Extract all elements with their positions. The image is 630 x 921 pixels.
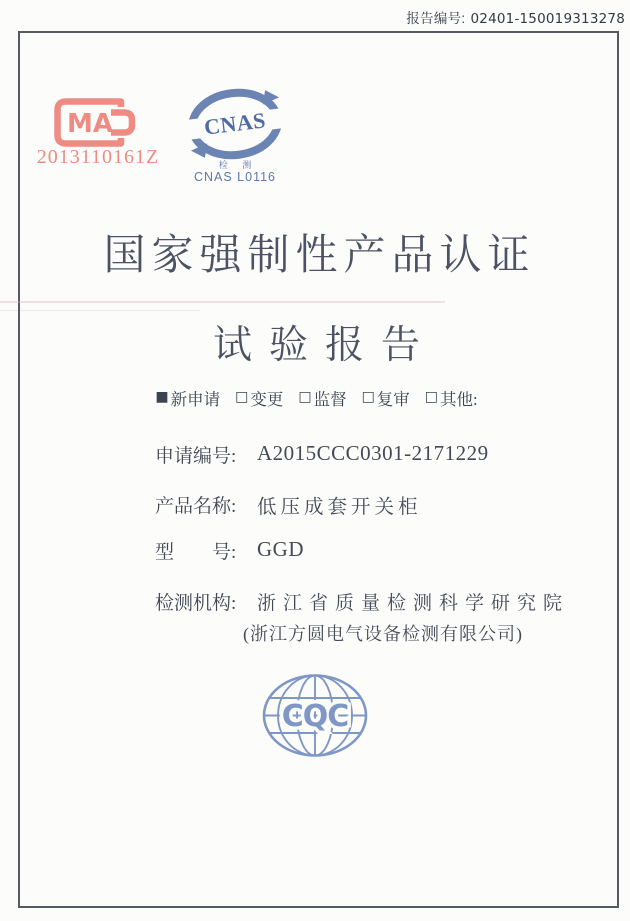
field-test-organization	[155, 588, 569, 646]
report-number	[406, 7, 625, 27]
field-product-name	[155, 491, 422, 519]
cnas-caption: 检 测	[218, 160, 258, 170]
checkbox-unchecked-icon: □	[424, 389, 439, 405]
cnas-accreditation-number: CNAS L0116	[193, 170, 277, 184]
checkbox-supervision	[298, 386, 346, 410]
scan-artifact-line	[0, 301, 445, 303]
scan-artifact-line	[0, 310, 200, 311]
checkbox-label: 其他:	[440, 390, 478, 409]
application-type-row	[18, 386, 615, 410]
field-label: 型 号:	[155, 542, 237, 563]
checkbox-unchecked-icon: □	[361, 389, 375, 405]
field-label: 检测机构:	[155, 593, 237, 614]
cma-mark-text: MA	[67, 109, 113, 139]
field-value: 低压成套开关柜	[257, 497, 422, 518]
report-number-value: 02401-150019313278	[470, 11, 625, 27]
field-model	[155, 537, 304, 564]
field-label: 产品名称:	[155, 496, 237, 517]
field-label: 申请编号:	[155, 446, 237, 467]
cnas-logo-icon	[187, 86, 283, 162]
field-value: GGD	[257, 537, 304, 561]
checkbox-label: 新申请	[170, 390, 221, 409]
checkbox-change	[235, 386, 283, 410]
checkbox-new-application	[155, 386, 220, 410]
field-application-number	[155, 441, 489, 468]
test-org-subsidiary: (浙江方圆电气设备检测有限公司)	[243, 624, 523, 644]
field-value-block	[243, 588, 570, 646]
cma-logo-icon	[52, 96, 142, 149]
checkbox-checked-icon: ■	[155, 389, 169, 405]
cma-certificate-number: 2013110161Z	[36, 146, 160, 168]
checkbox-review	[362, 386, 410, 410]
main-title-line1: 国家强制性产品认证	[103, 233, 536, 279]
main-title-line2: 试验报告	[212, 324, 437, 367]
checkbox-unchecked-icon: □	[298, 389, 312, 405]
checkbox-unchecked-icon: □	[235, 389, 249, 405]
checkbox-label: 变更	[250, 390, 284, 409]
test-org-name: 浙江省质量检测科学研究院	[257, 593, 570, 614]
checkbox-other	[425, 386, 478, 410]
field-value: A2015CCC0301-2171229	[257, 441, 489, 465]
checkbox-label: 监督	[313, 390, 347, 409]
cqc-logo-icon	[261, 672, 369, 759]
checkbox-label: 复审	[376, 390, 410, 409]
report-number-label: 报告编号:	[406, 11, 466, 26]
cnas-mark-text: CNAS	[202, 107, 268, 140]
cqc-mark-text: CQC	[281, 699, 349, 734]
